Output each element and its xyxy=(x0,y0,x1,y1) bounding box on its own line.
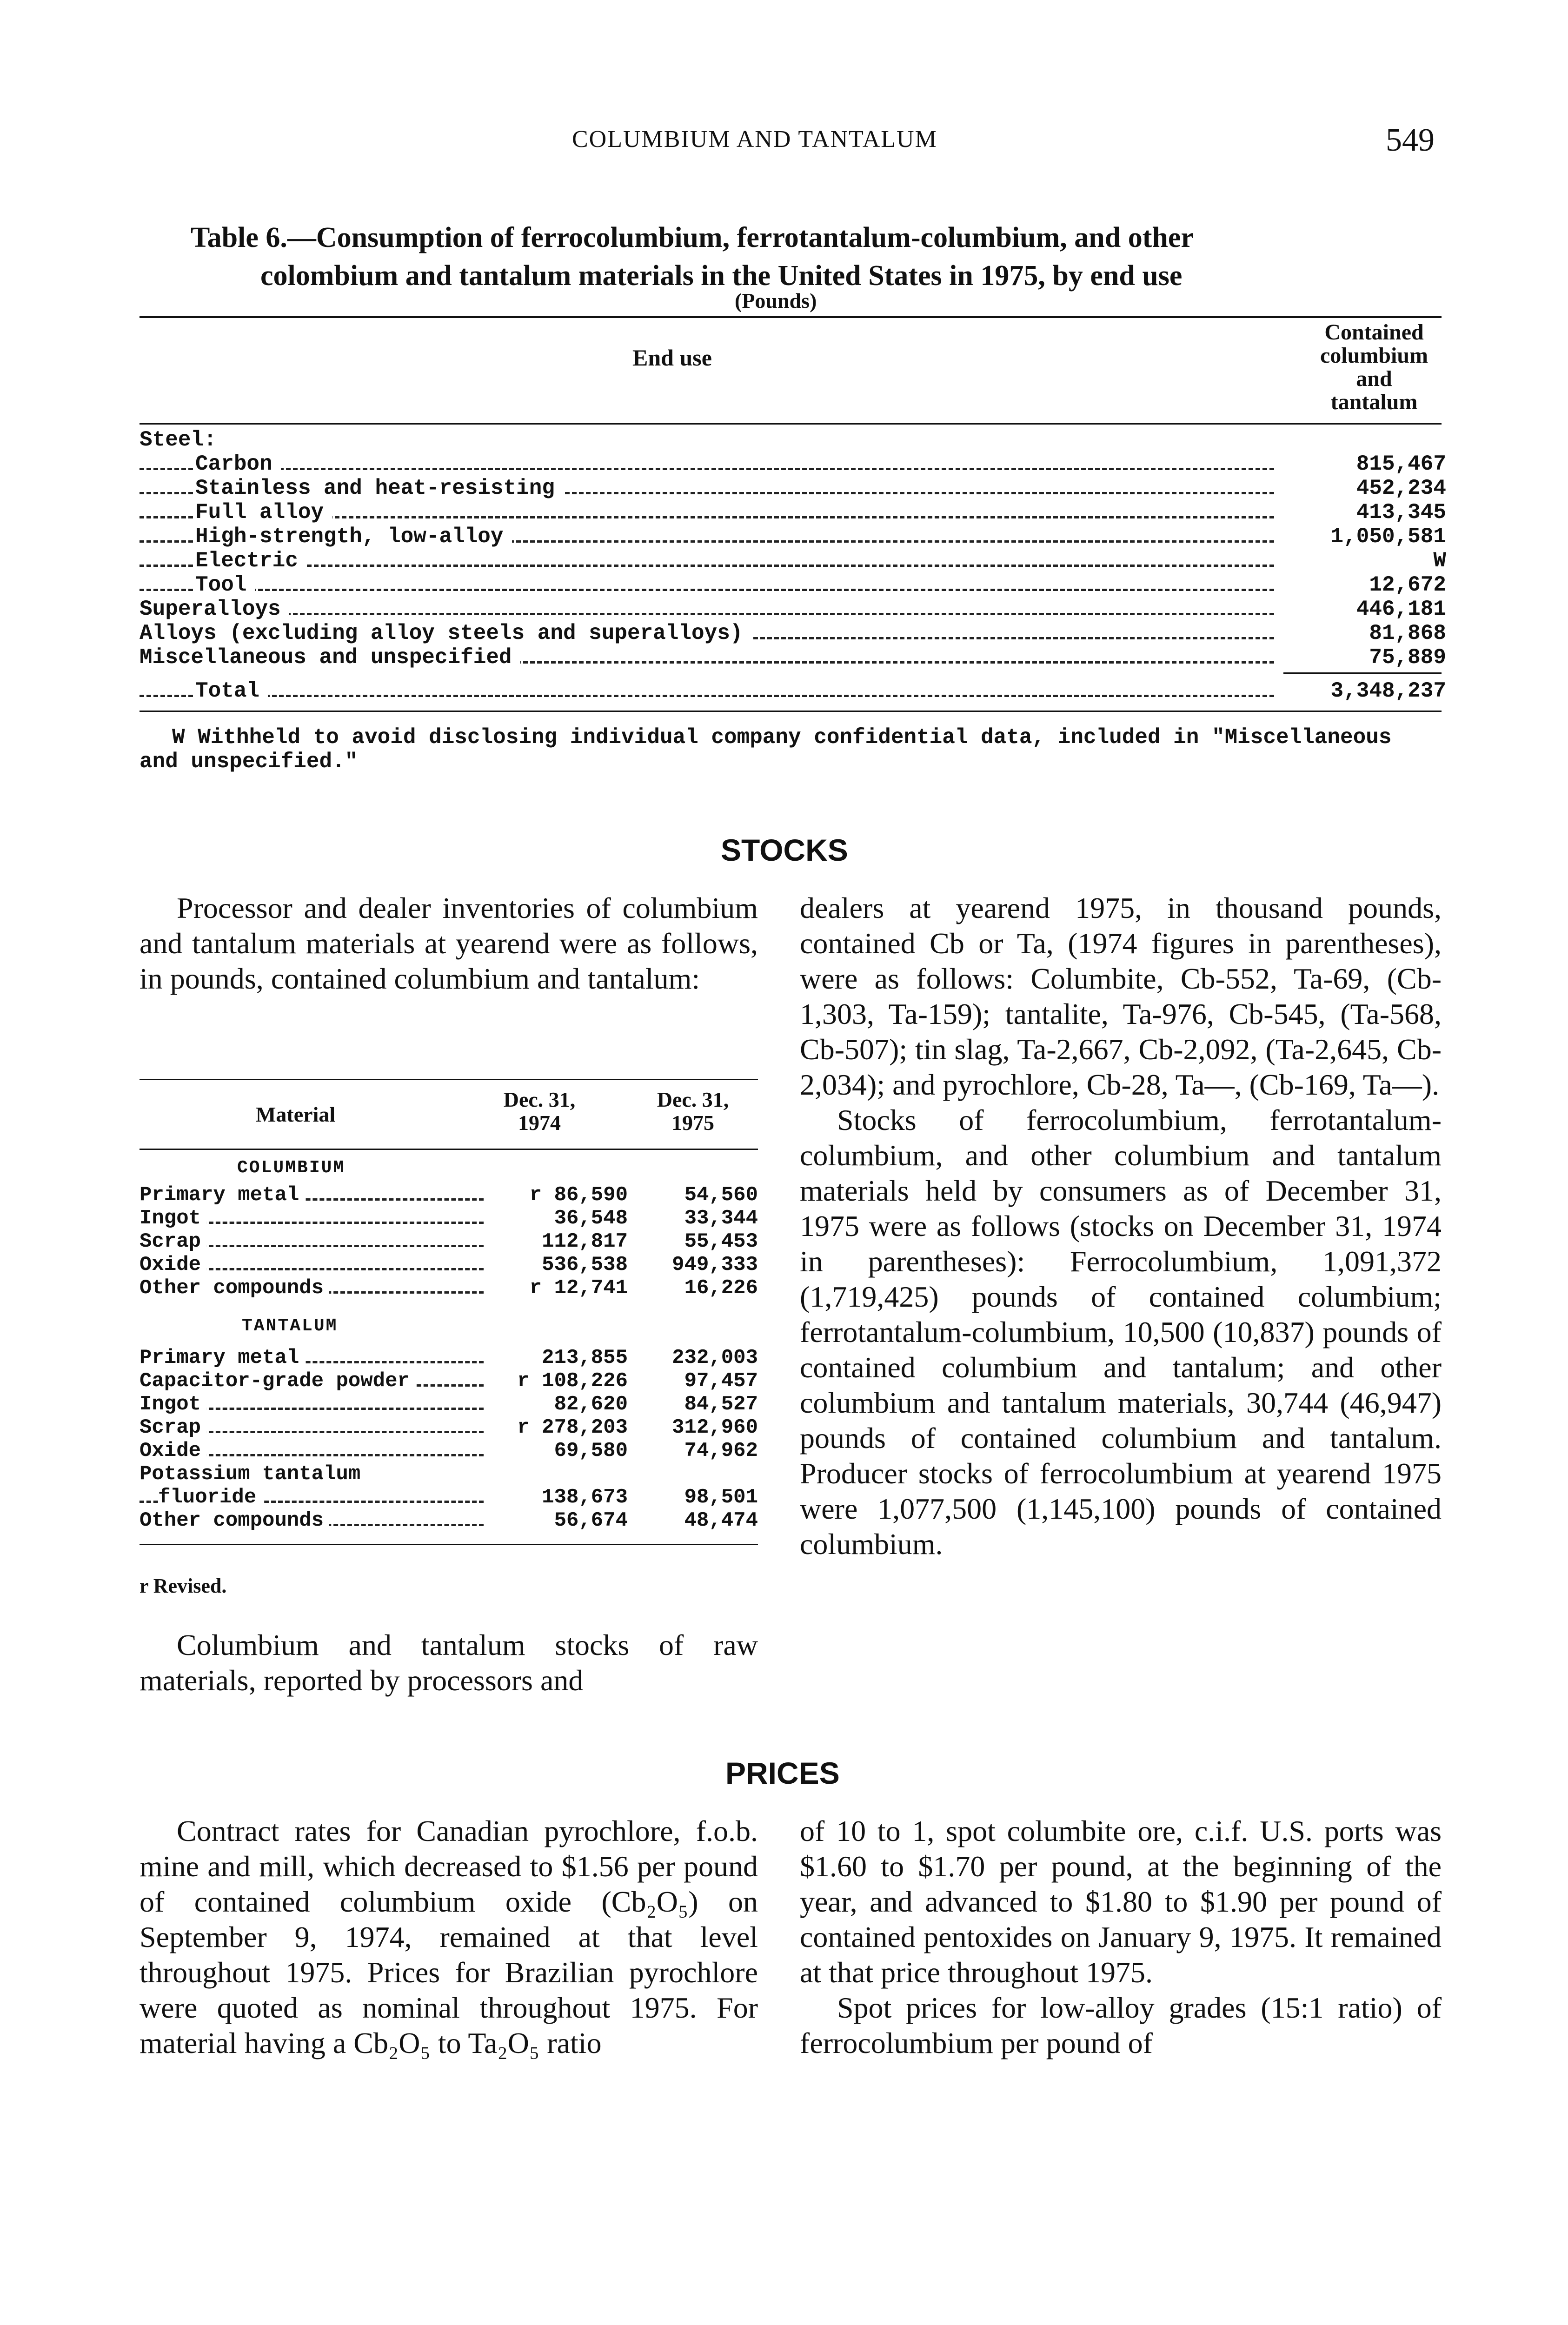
page-number: 549 xyxy=(1386,122,1435,158)
table6-row xyxy=(140,549,1446,573)
table6-col-contained-l3: and xyxy=(1356,366,1392,391)
stocks-row xyxy=(140,1509,758,1532)
prices-right-para1: of 10 to 1, spot columbite ore, c.i.f. U.S. ports was $1.60 to $1.70 per pound, at the beginning of the year, and advanced to $1.80 to $1.90 per pound of contained pentoxides on January 9, 1975. It remained at that price throughout 1975. xyxy=(800,1814,1442,1989)
table6-row-value: 446,181 xyxy=(1356,597,1446,621)
table6-row-value: W xyxy=(1433,549,1446,573)
stocks-right-para1: dealers at yearend 1975, in thousand pounds, contained Cb or Ta, (1974 figures in parentheses), were as follows: Columbite, Cb-552, Ta-69, (Cb-1,303, Ta-159); tantalite, Ta-976, Cb-545, (Ta-568, Cb-507); tin slag, Ta-2,667, Cb-2,092, (Ta-2,645, Cb-2,034); and pyrochlore, Cb-28, Ta—, (Cb-169, Ta—). xyxy=(800,891,1442,1101)
table6-row-value: 452,234 xyxy=(1356,476,1446,500)
table6-caption-line2: colombium and tantalum materials in the United States in 1975, by end use xyxy=(260,260,1183,292)
table6-row-value: 81,868 xyxy=(1369,621,1446,645)
stocks-row-label: Primary metal xyxy=(140,1346,305,1369)
stocks-row xyxy=(140,1439,758,1462)
prices-right-para2: Spot prices for low-alloy grades (15:1 ratio) of ferrocolumbium per pound of xyxy=(800,1991,1442,2059)
stocks-intro-paragraph xyxy=(140,890,758,996)
running-title: COLUMBIUM AND TANTALUM xyxy=(572,126,937,153)
table6-row-label: Total xyxy=(195,679,268,703)
stocks-row-label: Ingot xyxy=(140,1207,206,1230)
table6-row xyxy=(140,645,1446,670)
stocks-row-1974: 536,538 xyxy=(542,1253,628,1276)
prices-heading: PRICES xyxy=(725,1756,840,1790)
stocks-col-1974 xyxy=(493,1088,586,1135)
stocks-row-1974: 36,548 xyxy=(554,1207,628,1230)
prices-left-column xyxy=(140,1814,758,2061)
table6-row xyxy=(140,452,1446,476)
stocks-left-bottom-paragraph xyxy=(140,1628,758,1698)
table6-row-label: Miscellaneous and unspecified xyxy=(140,645,520,670)
stocks-row-1974: r 12,741 xyxy=(529,1276,628,1300)
table6-row-label: Electric xyxy=(195,549,306,573)
stocks-row-1974: 112,817 xyxy=(542,1230,628,1253)
stocks-col-1975-l1: Dec. 31, xyxy=(657,1088,729,1111)
stocks-left-bottom-text: Columbium and tantalum stocks of raw materials, reported by processors and xyxy=(140,1628,758,1697)
stocks-col-1975 xyxy=(646,1088,739,1135)
stocks-table-top-rule xyxy=(140,1079,758,1080)
stocks-row-label: Other compounds xyxy=(140,1509,329,1532)
stocks-row-label: Oxide xyxy=(140,1253,206,1276)
table6-row-value: 413,345 xyxy=(1356,500,1446,525)
table6-row xyxy=(140,621,1446,645)
stocks-heading: STOCKS xyxy=(721,833,848,867)
table6-row-value: 75,889 xyxy=(1369,645,1446,670)
table6-caption-line1: Table 6.—Consumption of ferrocolumbium, ferrotantalum-columbium, and other xyxy=(191,222,1194,253)
stocks-row-1974: r 108,226 xyxy=(517,1369,628,1393)
stocks-row-label: Other compounds xyxy=(140,1276,329,1300)
table6-row-label: Stainless and heat-resisting xyxy=(195,476,563,500)
leader-dots xyxy=(140,565,1274,567)
table6-bottom-rule xyxy=(140,711,1442,712)
stocks-row xyxy=(140,1462,758,1486)
stocks-row xyxy=(140,1416,758,1439)
stocks-row xyxy=(140,1207,758,1230)
table6-row-label: Carbon xyxy=(195,452,281,476)
stocks-row-1974: 56,674 xyxy=(554,1509,628,1532)
stocks-row-1975: 84,527 xyxy=(684,1393,758,1416)
table6-row-value: 3,348,237 xyxy=(1330,679,1446,703)
stocks-col-1974-l1: Dec. 31, xyxy=(503,1088,576,1111)
stocks-row-1974: r 278,203 xyxy=(517,1416,628,1439)
stocks-row-label: Capacitor-grade powder xyxy=(140,1369,415,1393)
stocks-revised-note: r Revised. xyxy=(140,1574,227,1597)
prices-right-column xyxy=(800,1814,1442,2061)
stocks-row xyxy=(140,1369,758,1393)
table6-row-value: 815,467 xyxy=(1356,452,1446,476)
table6-row-total xyxy=(140,679,1446,703)
table6-col-contained-l2: columbium xyxy=(1320,343,1428,368)
stocks-row-1974: 82,620 xyxy=(554,1393,628,1416)
stocks-row-1975: 98,501 xyxy=(684,1486,758,1509)
table6-col-contained-l1: Contained xyxy=(1324,320,1424,345)
stocks-right-column xyxy=(800,890,1442,1562)
stocks-row-1975: 74,962 xyxy=(684,1439,758,1462)
stocks-intro-text: Processor and dealer inventories of columbium and tantalum materials at yearend were as follows, in pounds, contained columbium and tantalum: xyxy=(140,891,758,995)
stocks-subhead-columbium: COLUMBIUM xyxy=(237,1158,345,1178)
stocks-col-1975-l2: 1975 xyxy=(671,1111,714,1135)
stocks-row-1975: 949,333 xyxy=(672,1253,758,1276)
stocks-row-1975: 312,960 xyxy=(672,1416,758,1439)
stocks-row-label: Scrap xyxy=(140,1416,206,1439)
table6-caption xyxy=(191,219,1404,295)
table6-col-contained-l4: tantalum xyxy=(1330,390,1418,414)
stocks-row-1975: 232,003 xyxy=(672,1346,758,1369)
leader-dots xyxy=(140,589,1274,591)
table6-row-value: 12,672 xyxy=(1369,573,1446,597)
table6-row-value: 1,050,581 xyxy=(1330,525,1446,549)
stocks-row-1975: 54,560 xyxy=(684,1183,758,1207)
table6-footnote-line1: W Withheld to avoid disclosing individual company confidential data, included in "Miscellaneous xyxy=(172,725,1392,750)
leader-dots xyxy=(140,695,1274,697)
table6-col-contained xyxy=(1293,321,1455,414)
table6-row xyxy=(140,597,1446,621)
stocks-row-1974: r 86,590 xyxy=(529,1183,628,1207)
stocks-row-1975: 55,453 xyxy=(684,1230,758,1253)
prices-left-para: Contract rates for Canadian pyrochlore, f.o.b. mine and mill, which decreased to $1.56 per pound of contained columbium oxide (Cb₂O₅) on September 9, 1974, remained at that level throughout 1975. Prices for Brazilian pyrochlore were quoted as nominal throughout 1975. For material having a Cb₂O₅ to Ta₂O₅ ratio xyxy=(140,1814,758,2059)
stocks-right-para2: Stocks of ferrocolumbium, ferrotantalum-columbium, and other columbium and tantalum materials held by consumers as of December 31, 1975 were as follows (stocks on December 31, 1974 in parentheses): Ferrocolumbium, 1,091,372 (1,719,425) pounds of contained columbium; ferrotantalum-columbium, 10,500 (10,837) pounds of contained columbium and tantalum; and other columbium and tantalum materials, 30,744 (46,947) pounds of contained columbium and tantalum. Producer stocks of ferrocolumbium at yearend 1975 were 1,077,500 (1,145,100) pounds of contained columbium. xyxy=(800,1103,1442,1561)
table6-row-label: Alloys (excluding alloy steels and superalloys) xyxy=(140,621,751,645)
stocks-table-bottom-rule xyxy=(140,1544,758,1545)
stocks-row xyxy=(140,1276,758,1300)
table6-footnote-line2: and unspecified." xyxy=(140,750,358,774)
table6-row-label: Full alloy xyxy=(195,500,332,525)
stocks-row-label: Ingot xyxy=(140,1393,206,1416)
stocks-row-1975: 16,226 xyxy=(684,1276,758,1300)
stocks-row-1974: 213,855 xyxy=(542,1346,628,1369)
stocks-subhead-tantalum: TANTALUM xyxy=(242,1316,338,1336)
stocks-row-label: fluoride xyxy=(158,1486,262,1509)
table6-footnote xyxy=(140,725,1442,774)
stocks-col-1974-l2: 1974 xyxy=(518,1111,561,1135)
stocks-row-label: Potassium tantalum xyxy=(140,1462,366,1486)
table6-top-rule xyxy=(140,316,1442,318)
table6-header-rule xyxy=(140,423,1442,425)
stocks-row-1974: 138,673 xyxy=(542,1486,628,1509)
stocks-row-1975: 48,474 xyxy=(684,1509,758,1532)
table6-row-label: Tool xyxy=(195,573,255,597)
stocks-row-1974: 69,580 xyxy=(554,1439,628,1462)
stocks-row xyxy=(140,1346,758,1369)
table6-units: (Pounds) xyxy=(735,289,817,312)
table6-col-end-use: End use xyxy=(632,345,712,371)
stocks-row xyxy=(140,1486,758,1509)
table6-row xyxy=(140,525,1446,549)
stocks-row xyxy=(140,1183,758,1207)
stocks-row xyxy=(140,1230,758,1253)
leader-dots xyxy=(140,468,1274,470)
table6-total-rule xyxy=(1283,672,1442,674)
stocks-row xyxy=(140,1253,758,1276)
table6-row-label: High-strength, low-alloy xyxy=(195,525,512,549)
table6-row-label: Steel: xyxy=(140,428,225,452)
table6-row xyxy=(140,476,1446,500)
stocks-row-label: Scrap xyxy=(140,1230,206,1253)
leader-dots xyxy=(140,613,1274,615)
stocks-row xyxy=(140,1393,758,1416)
table6-row xyxy=(140,573,1446,597)
table6-row xyxy=(140,500,1446,525)
stocks-row-1975: 97,457 xyxy=(684,1369,758,1393)
table6-row xyxy=(140,428,1442,452)
table6-row-label: Superalloys xyxy=(140,597,289,621)
stocks-row-label: Oxide xyxy=(140,1439,206,1462)
stocks-row-1975: 33,344 xyxy=(684,1207,758,1230)
stocks-table-header-rule xyxy=(140,1149,758,1150)
stocks-col-material: Material xyxy=(256,1103,336,1126)
stocks-row-label: Primary metal xyxy=(140,1183,305,1207)
